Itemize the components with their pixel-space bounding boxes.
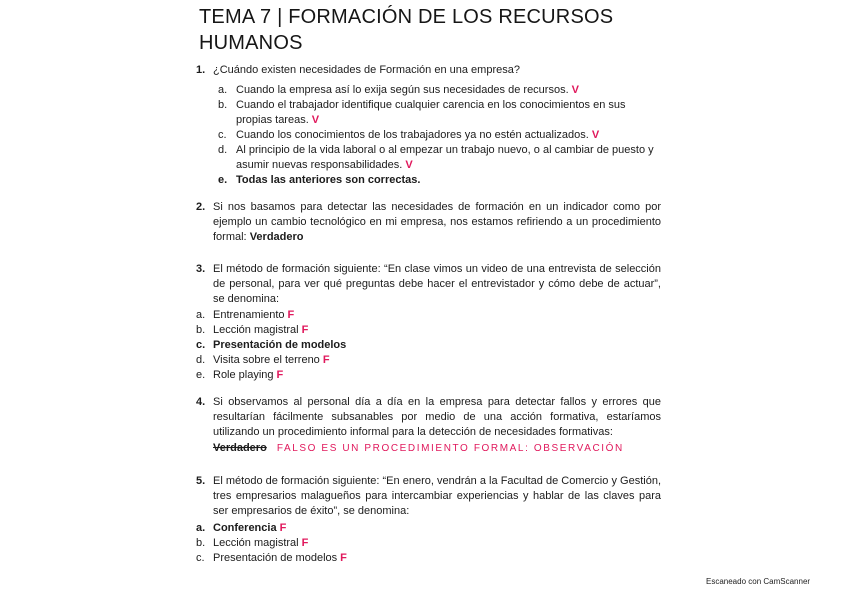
option-text: Visita sobre el terreno xyxy=(213,354,320,366)
option-d xyxy=(196,143,661,173)
option-text: Cuando el trabajador identifique cualquier carencia en los conocimientos en sus propias tareas. xyxy=(236,99,626,126)
answer: Verdadero xyxy=(249,231,304,243)
question-text: Si observamos al personal día a día en la empresa para detectar fallos y errores que resultarían fácilmente subsanables por medio de una acción formativa, estaríamos utilizando un procedimiento informal para la detección de necesidades formativas: xyxy=(213,396,661,438)
option-e xyxy=(196,173,661,188)
option-c xyxy=(196,128,661,143)
page-title: TEMA 7 | FORMACIÓN DE LOS RECURSOS HUMANOS xyxy=(199,6,614,54)
question-number: 3. xyxy=(196,263,206,275)
option-b xyxy=(196,323,661,338)
option-label: c. xyxy=(196,552,205,564)
option-d xyxy=(196,353,661,368)
option-text: Cuando la empresa así lo exija según sus necesidades de recursos. xyxy=(236,84,569,96)
false-mark: F xyxy=(340,552,347,564)
option-e xyxy=(196,368,661,383)
option-text: Todas las anteriores son correctas. xyxy=(236,174,421,186)
question-5 xyxy=(196,474,661,566)
option-text: Cuando los conocimientos de los trabajadores ya no estén actualizados. xyxy=(236,129,589,141)
option-text: Presentación de modelos xyxy=(213,339,347,351)
option-a xyxy=(196,521,661,536)
option-a xyxy=(196,308,661,323)
check-mark: V xyxy=(571,84,579,96)
option-b xyxy=(196,98,661,128)
option-label: d. xyxy=(218,144,228,156)
option-label: e. xyxy=(196,369,206,381)
false-mark: F xyxy=(279,522,287,534)
option-text: Lección magistral xyxy=(213,537,299,549)
option-c xyxy=(196,338,661,353)
option-text: Presentación de modelos xyxy=(213,552,338,564)
question-number: 4. xyxy=(196,396,206,408)
option-label: c. xyxy=(218,129,227,141)
question-text xyxy=(213,200,661,245)
option-text: Role playing xyxy=(213,369,274,381)
false-mark: F xyxy=(276,369,284,381)
question-1 xyxy=(196,63,661,188)
answer-line xyxy=(196,441,661,456)
option-label: b. xyxy=(196,324,206,336)
question-body: Si nos basamos para detectar las necesidades de formación en un indicador como por ejemplo un cambio tecnológico en mi empresa, nos estamos refiriendo a un procedimiento formal: xyxy=(213,201,661,243)
check-mark: V xyxy=(405,159,413,171)
option-a xyxy=(196,83,661,98)
false-mark: F xyxy=(322,354,330,366)
question-number: 1. xyxy=(196,64,206,76)
handwritten-note: FALSO ES UN PROCEDIMIENTO FORMAL: OBSERVACIÓN xyxy=(276,443,624,454)
option-b xyxy=(196,536,661,551)
false-mark: F xyxy=(301,324,309,336)
question-4 xyxy=(196,395,661,456)
option-label: a. xyxy=(218,84,228,96)
option-c xyxy=(196,551,661,566)
question-3 xyxy=(196,262,661,383)
option-text: Al principio de la vida laboral o al empezar un trabajo nuevo, o al cambiar de puesto y asumir nuevas responsabilidades. xyxy=(236,144,654,171)
check-mark: V xyxy=(591,129,600,141)
option-label: b. xyxy=(218,99,228,111)
option-text: Conferencia xyxy=(213,522,277,534)
question-2 xyxy=(196,200,661,245)
question-number: 5. xyxy=(196,475,206,487)
scanner-watermark: Escaneado con CamScanner xyxy=(706,577,811,586)
option-label: a. xyxy=(196,522,206,534)
option-text: Lección magistral xyxy=(213,324,299,336)
question-text: El método de formación siguiente: “En clase vimos un video de una entrevista de selección de personal, para ver qué preguntas debe hacer el entrevistador y cómo debe de actuar”, se denomina: xyxy=(213,263,661,305)
question-text: El método de formación siguiente: “En enero, vendrán a la Facultad de Comercio y Gestión, tres empresarios malagueños para intercambiar experiencias y hablar de las claves para ser empresarios de éxito”, se denomina: xyxy=(213,475,661,517)
struck-answer: Verdadero xyxy=(213,442,267,454)
question-number: 2. xyxy=(196,201,206,213)
question-text: ¿Cuándo existen necesidades de Formación en una empresa? xyxy=(213,64,520,76)
false-mark: F xyxy=(301,537,309,549)
check-mark: V xyxy=(311,114,320,126)
option-label: a. xyxy=(196,309,206,321)
option-text: Entrenamiento xyxy=(213,309,285,321)
false-mark: F xyxy=(287,309,295,321)
option-label: c. xyxy=(196,339,206,351)
option-label: e. xyxy=(218,174,228,186)
option-label: d. xyxy=(196,354,206,366)
option-label: b. xyxy=(196,537,206,549)
